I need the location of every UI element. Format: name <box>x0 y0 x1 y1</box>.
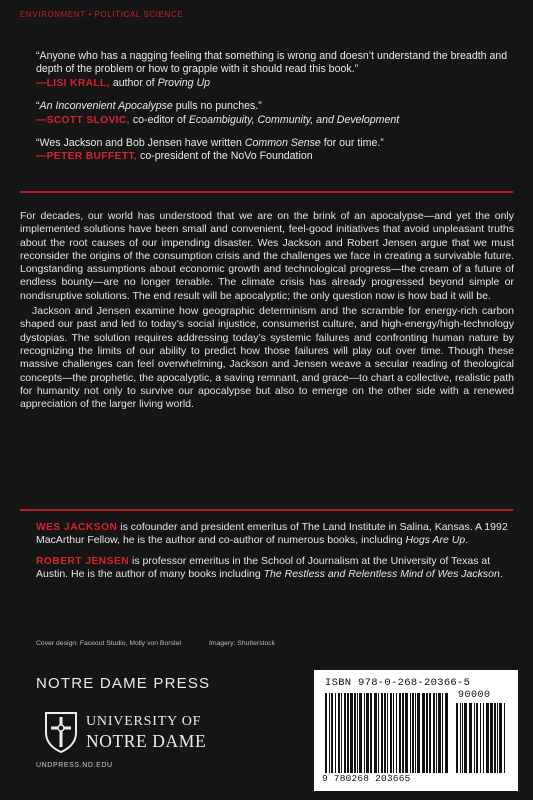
barcode-bar <box>417 693 420 773</box>
author-bio <box>36 555 516 582</box>
barcode-bar <box>494 703 496 773</box>
ean-barcode <box>325 693 449 773</box>
quote-open-mark: “ <box>36 100 40 113</box>
barcode-bar <box>325 693 327 773</box>
barcode-bar <box>410 693 411 773</box>
university-logo <box>44 711 244 755</box>
quote-author: SCOTT SLOVIC, <box>46 114 130 126</box>
barcode-bar <box>474 703 475 773</box>
author-bio <box>36 521 516 548</box>
barcode-bar <box>476 703 478 773</box>
divider-rule <box>20 509 513 511</box>
cover-credit: Cover design: Faceout Studio, Molly von Borstel <box>36 640 182 647</box>
barcode-bar <box>370 693 372 773</box>
quote-work: Proving Up <box>157 76 210 89</box>
quote-author: LISI KRALL, <box>46 77 110 89</box>
barcode-bar <box>354 693 356 773</box>
publisher-name: NOTRE DAME PRESS <box>36 675 211 692</box>
barcode-bar <box>483 703 484 773</box>
publisher-url: UNDPRESS.ND.EDU <box>36 762 113 769</box>
author-bios <box>36 521 516 589</box>
bio-text: is cofounder and president emeritus of The Land Institute in Salina, Kansas. A 1992 MacArthur Fellow, he is the author and co-author of numerous books, including <box>36 521 508 547</box>
barcode-bar <box>429 693 431 773</box>
barcode-bar <box>497 703 498 773</box>
barcode-bar <box>422 693 425 773</box>
barcode-bar <box>464 703 467 773</box>
barcode-bar <box>396 693 397 773</box>
barcode-bar <box>460 703 461 773</box>
imagery-credit: Imagery: Shutterstock <box>208 640 276 647</box>
quote-role: co-editor of <box>132 113 189 126</box>
barcode-bar <box>426 693 428 773</box>
addon-barcode <box>456 703 508 773</box>
quote-role: author of <box>112 76 158 89</box>
barcode-bar <box>445 693 448 773</box>
barcode-bar <box>384 693 386 773</box>
barcode-bar <box>486 703 489 773</box>
barcode-bar <box>378 693 379 773</box>
ean-digits: 9 780268 203665 <box>322 773 411 784</box>
description-paragraph: For decades, our world has understood that we are on the brink of an apocalypse—and yet the only implemented solutions have been small and convenient, feel-good initiatives that avoid unpleasant truths about the root causes of our impending disaster. Wes Jackson and Robert Jensen argue that we must reconsider the origins of the consumption crisis and the challenges we face in creating a survivable future. Longstanding assumptions about economic growth and technological progress—the cream of a future of endless bounty—are no longer tenable. The climate crisis has already progressed beyond simple or nondisruptive solutions. The end result will be apocalyptic; the only question now is how bad it will be. <box>20 210 514 302</box>
quote-text <box>36 100 516 113</box>
endorsement-quote <box>36 137 516 164</box>
barcode-bar <box>357 693 358 773</box>
barcode-bar <box>374 693 377 773</box>
barcode-bar <box>433 693 435 773</box>
barcode-bar <box>480 703 481 773</box>
barcode-bar <box>456 703 458 773</box>
quote-title: An Inconvenient Apocalypse <box>39 100 173 113</box>
barcode-bar <box>438 693 441 773</box>
bio-end: . <box>465 534 469 547</box>
quote-work: Ecoambiguity, Community, and Development <box>188 113 400 126</box>
category-label: ENVIRONMENT • POLITICAL SCIENCE <box>20 10 184 19</box>
barcode-bar <box>364 693 365 773</box>
quote-body: “Wes Jackson and Bob Jensen have written <box>36 137 245 150</box>
quote-attribution: —LISI KRALL, author of Proving Up <box>36 76 210 89</box>
credits <box>36 640 301 647</box>
barcode-bar <box>412 693 414 773</box>
quote-text <box>36 137 516 150</box>
barcode-bar <box>399 693 401 773</box>
bio-work: Hogs Are Up <box>405 534 466 547</box>
barcode-bar <box>359 693 362 773</box>
quote-text: “Anyone who has a nagging feeling that something is wrong and doesn’t understand the breadth and depth of the problem or how to grapple with it should read this book.” <box>36 50 508 76</box>
quote-attribution: —PETER BUFFETT, co-president of the NoVo Foundation <box>36 150 313 163</box>
university-line-1: UNIVERSITY OF <box>86 714 202 729</box>
divider-rule <box>20 191 513 193</box>
quote-body: pulls no punches.” <box>172 100 262 113</box>
endorsements <box>36 50 516 174</box>
barcode-bar <box>402 693 404 773</box>
university-shield-icon <box>44 711 78 753</box>
barcode-bar <box>341 693 342 773</box>
barcode-bar <box>442 693 443 773</box>
barcode-bar <box>350 693 353 773</box>
quote-body-end: for our time.” <box>320 137 384 150</box>
barcode-bar <box>504 703 505 773</box>
barcode-bar <box>387 693 388 773</box>
barcode-panel <box>314 670 518 791</box>
quote-title: Common Sense <box>244 137 321 150</box>
university-line-2: NOTRE DAME <box>86 731 207 751</box>
barcode-bar <box>335 693 336 773</box>
barcode-bar <box>405 693 408 773</box>
barcode-bar <box>347 693 349 773</box>
author-name: WES JACKSON <box>36 522 118 533</box>
barcode-bar <box>366 693 369 773</box>
bio-text: is professor emeritus in the School of Journalism at the University of Texas at Austin. He is the author of many books including <box>36 554 491 581</box>
barcode-bar <box>381 693 383 773</box>
author-name: ROBERT JENSEN <box>36 555 130 567</box>
barcode-bar <box>338 693 340 773</box>
barcode-bar <box>415 693 416 773</box>
barcode-bar <box>331 693 333 773</box>
barcode-bar <box>329 693 330 773</box>
barcode-bar <box>490 703 493 773</box>
book-description <box>20 210 514 413</box>
endorsement-quote <box>36 50 516 90</box>
barcode-bar <box>393 693 394 773</box>
barcode-bar <box>344 693 346 773</box>
barcode-bar <box>436 693 437 773</box>
bio-work: The Restless and Relentless Mind of Wes Jackson <box>263 568 500 581</box>
quote-role: co-president of the NoVo Foundation <box>140 150 313 163</box>
price-code: 90000 <box>458 690 491 701</box>
barcode-bar <box>499 703 502 773</box>
description-paragraph: Jackson and Jensen examine how geographic determinism and the scramble for energy-rich carbon shaped our past and led to today’s social injustice, consumerist culture, and high-energy/high-technology dystopias. The solution requires addressing today’s systemic failures and confronting human nature by recognizing the limits of our ability to predict how those failures will play out over time. Though these massive challenges can feel overwhelming, Jackson and Jensen weave a secular reading of theological concepts—the prophetic, the apocalyptic, a saving remnant, and grace—to chart a collective, realistic path for humanity not only to survive our apocalypse but also to emerge on the other side with a renewed appreciation of the larger living world. <box>20 305 514 411</box>
barcode-bar <box>462 703 463 773</box>
barcode-bar <box>390 693 392 773</box>
isbn-label: ISBN 978-0-268-20366-5 <box>325 677 471 689</box>
barcode-bar <box>469 703 472 773</box>
bio-end: . <box>499 568 503 581</box>
endorsement-quote <box>36 100 516 127</box>
quote-attribution: —SCOTT SLOVIC, co-editor of Ecoambiguity, Community, and Development <box>36 113 400 126</box>
quote-author: PETER BUFFETT, <box>46 151 138 163</box>
